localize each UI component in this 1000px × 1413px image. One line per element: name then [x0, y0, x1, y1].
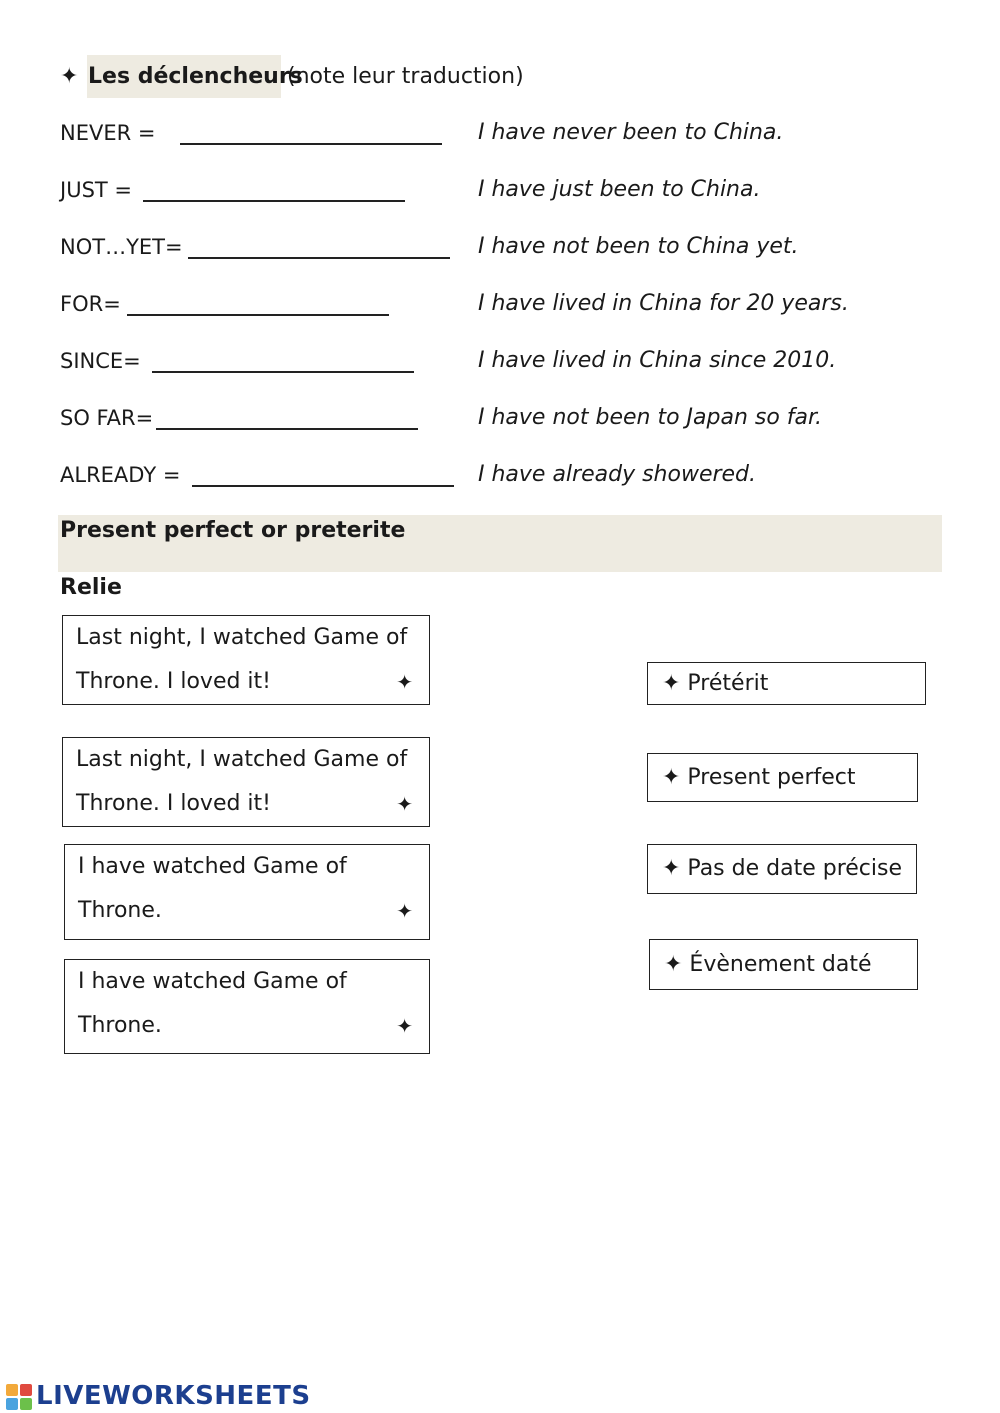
sentence-line-2: Throne. — [78, 898, 162, 923]
sentence-line-1: Last night, I watched Game of — [76, 747, 408, 772]
trigger-row — [0, 404, 1000, 432]
trigger-example: I have lived in China since 2010. — [478, 348, 837, 373]
category-box[interactable] — [647, 753, 918, 802]
trigger-word: FOR= — [60, 292, 121, 316]
answer-blank[interactable] — [180, 143, 442, 145]
connector-star-icon[interactable]: ✦ — [396, 792, 413, 816]
title-note: (note leur traduction) — [287, 64, 524, 89]
section-title-matching: Present perfect or preterite — [60, 518, 406, 543]
trigger-example: I have not been to China yet. — [478, 234, 799, 259]
answer-blank[interactable] — [143, 200, 405, 202]
sentence-line-1: Last night, I watched Game of — [76, 625, 408, 650]
answer-blank[interactable] — [127, 314, 389, 316]
category-label: ✦ Évènement daté — [664, 951, 872, 977]
trigger-word: NEVER = — [60, 121, 156, 145]
trigger-example: I have not been to Japan so far. — [478, 405, 823, 430]
trigger-row — [0, 290, 1000, 318]
connector-star-icon[interactable]: ✦ — [396, 899, 413, 923]
connector-star-icon[interactable]: ✦ — [396, 1014, 413, 1038]
sentence-box[interactable] — [64, 959, 430, 1054]
trigger-row — [0, 119, 1000, 147]
trigger-example: I have already showered. — [478, 462, 757, 487]
trigger-row — [0, 176, 1000, 204]
connector-star-icon[interactable]: ✦ — [396, 670, 413, 694]
trigger-word: SO FAR= — [60, 406, 154, 430]
sentence-line-2: Throne. — [78, 1013, 162, 1038]
answer-blank[interactable] — [156, 428, 418, 430]
sentence-line-1: I have watched Game of — [78, 969, 347, 994]
logo-text: LIVEWORKSHEETS — [36, 1381, 311, 1411]
answer-blank[interactable] — [192, 485, 454, 487]
trigger-word: SINCE= — [60, 349, 141, 373]
trigger-row — [0, 461, 1000, 489]
sentence-line-1: I have watched Game of — [78, 854, 347, 879]
answer-blank[interactable] — [188, 257, 450, 259]
sentence-box[interactable] — [62, 615, 430, 705]
category-label: ✦ Present perfect — [662, 764, 856, 790]
trigger-example: I have lived in China for 20 years. — [478, 291, 849, 316]
logo-mark-icon — [6, 1384, 32, 1410]
instruction-label: Relie — [60, 575, 122, 600]
trigger-word: ALREADY = — [60, 463, 181, 487]
section-title-triggers: Les déclencheurs — [88, 64, 303, 89]
sentence-box[interactable] — [62, 737, 430, 827]
category-label: ✦ Pas de date précise — [662, 856, 903, 881]
star-bullet-icon: ✦ — [60, 64, 79, 89]
trigger-example: I have just been to China. — [478, 177, 761, 202]
trigger-word: JUST = — [60, 178, 132, 202]
category-box[interactable] — [649, 939, 918, 990]
trigger-row — [0, 347, 1000, 375]
trigger-row — [0, 233, 1000, 261]
trigger-word: NOT…YET= — [60, 235, 183, 259]
trigger-example: I have never been to China. — [478, 120, 784, 145]
sentence-line-2: Throne. I loved it! — [76, 791, 271, 816]
category-box[interactable] — [647, 844, 917, 894]
category-box[interactable] — [647, 662, 926, 705]
sentence-box[interactable] — [64, 844, 430, 940]
category-label: ✦ Prétérit — [662, 670, 769, 696]
answer-blank[interactable] — [152, 371, 414, 373]
sentence-line-2: Throne. I loved it! — [76, 669, 271, 694]
